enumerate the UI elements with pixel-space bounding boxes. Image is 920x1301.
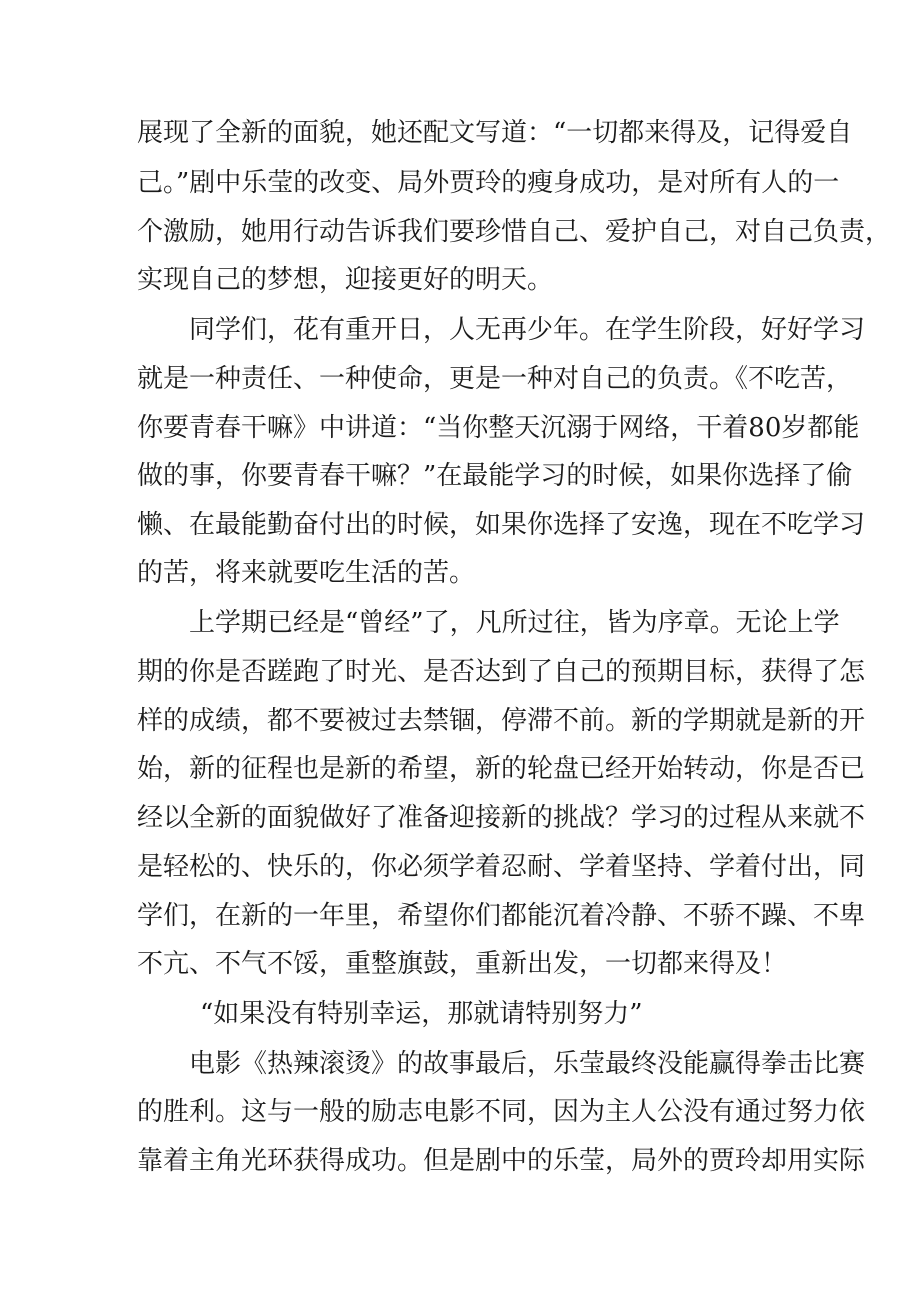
paragraph-line: 的苦，将来就要吃生活的苦。 <box>137 558 476 588</box>
paragraph-line: 就是一种责任、一种使命，更是一种对自己的负责。《不吃苦， <box>137 364 853 394</box>
paragraph-line: 期的你是否蹉跑了时光、是否达到了自己的预期目标，获得了怎 <box>137 657 866 687</box>
paragraph-line: 的胜利。这与一般的励志电影不同，因为主人公没有通过努力依 <box>137 1097 866 1127</box>
paragraph-line: 靠着主角光环获得成功。但是剧中的乐莹，局外的贾玲却用实际 <box>137 1146 866 1176</box>
paragraph-line: 懒、在最能勤奋付出的时候，如果你选择了安逸，现在不吃学习 <box>137 510 866 540</box>
paragraph-line: 是轻松的、快乐的，你必须学着忍耐、学着坚持、学着付出，同 <box>137 852 866 882</box>
paragraph-line: 样的成绩，都不要被过去禁锢，停滞不前。新的学期就是新的开 <box>137 706 866 736</box>
paragraph-line: 同学们，花有重开日，人无再少年。在学生阶段，好好学习 <box>189 315 866 345</box>
paragraph-line: 个激励，她用行动告诉我们要珍惜自己、爱护自己，对自己负责， <box>137 217 892 247</box>
paragraph-line: 电影《热辣滚烫》的故事最后，乐莹最终没能赢得拳击比赛 <box>189 1049 866 1079</box>
paragraph-line: 学们，在新的一年里，希望你们都能沉着冷静、不骄不躁、不卑 <box>137 901 866 931</box>
paragraph-line: 不亢、不气不馁，重整旗鼓，重新出发，一切都来得及！ <box>137 949 788 979</box>
paragraph-line: 展现了全新的面貌，她还配文写道：“一切都来得及，记得爱自 <box>137 118 853 148</box>
paragraph-line: 经以全新的面貌做好了准备迎接新的挑战？学习的过程从来就不 <box>137 803 866 833</box>
paragraph-line: 始，新的征程也是新的希望，新的轮盘已经开始转动，你是否已 <box>137 754 866 784</box>
paragraph-line: 实现自己的梦想，迎接更好的明天。 <box>137 265 554 295</box>
paragraph-line: 上学期已经是“曾经”了，凡所过往，皆为序章。无论上学 <box>189 608 840 638</box>
paragraph-line: 你要青春干嘛》中讲道：“当你整天沉溺于网络，干着80岁都能 <box>137 413 860 443</box>
paragraph-line: 做的事，你要青春干嘛？”在最能学习的时候，如果你选择了偷 <box>137 461 853 491</box>
section-heading: “如果没有特别幸运，那就请特别努力” <box>200 999 643 1029</box>
paragraph-line: 己。”剧中乐莹的改变、局外贾玲的瘦身成功，是对所有人的一 <box>137 168 840 198</box>
